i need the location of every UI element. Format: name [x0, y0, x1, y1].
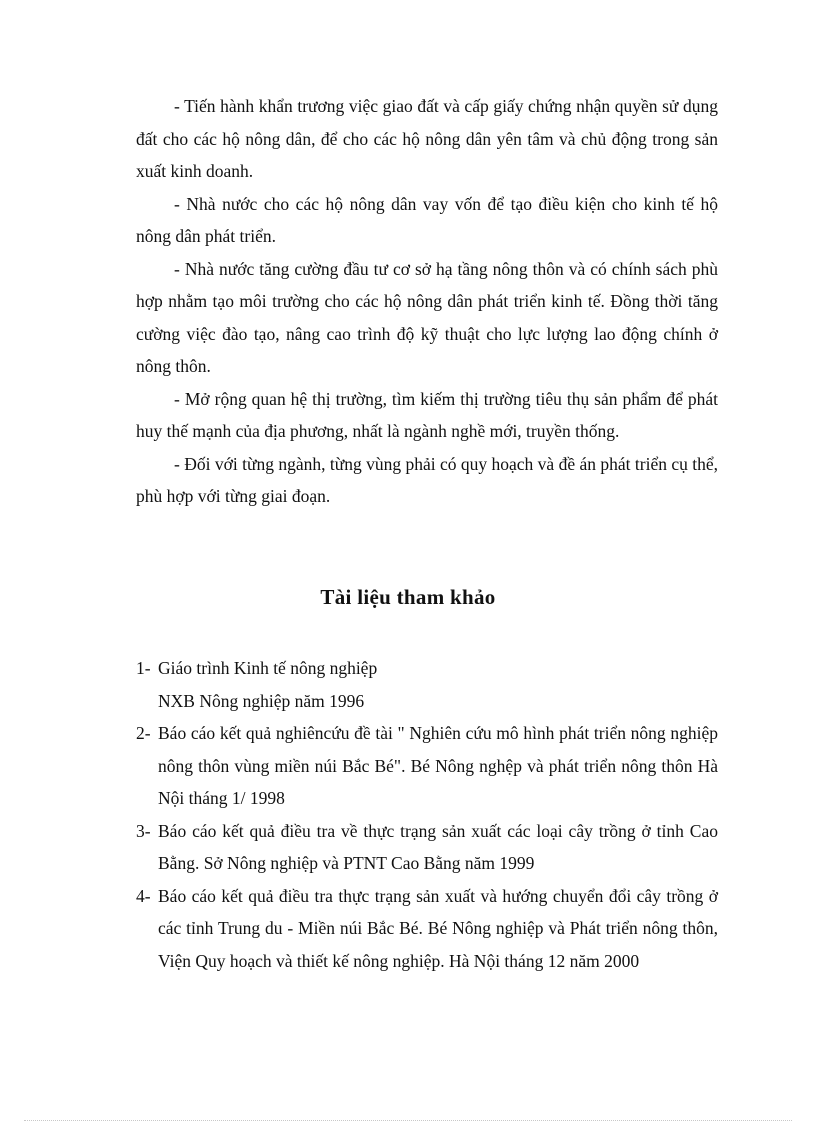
recommendations-section [136, 90, 718, 513]
paragraph: - Tiến hành khẩn trương việc giao đất và cấp giấy chứng nhận quyền sử dụng đất cho các hộ nông dân, để cho các hộ nông dân yên tâm và chủ động trong sản xuất kinh doanh. [136, 96, 718, 181]
reference-item [136, 717, 718, 815]
reference-number: 2- [136, 723, 151, 743]
reference-text: Báo cáo kết quả điều tra thực trạng sản xuất và hướng chuyển đổi cây trồng ở các tỉnh Trung du - Miền núi Bắc Bé. Bé Nông nghiệp và Phát triển nông thôn, Viện Quy hoạch và thiết kế nông nghiệp. Hà Nội tháng 12 năm 2000 [158, 885, 718, 971]
paragraph: - Nhà nước cho các hộ nông dân vay vốn để tạo điều kiện cho kinh tế hộ nông dân phát triển. [136, 193, 718, 246]
paragraph: - Mở rộng quan hệ thị trường, tìm kiếm thị trường tiêu thụ sản phẩm để phát huy thế mạnh của địa phương, nhất là ngành nghề mới, truyền thống. [136, 388, 718, 441]
reference-text: NXB Nông nghiệp năm 1996 [158, 690, 365, 711]
reference-number: 4- [136, 885, 151, 906]
page-bottom-divider [24, 1120, 792, 1121]
reference-item [136, 652, 718, 717]
reference-number: 3- [136, 820, 151, 841]
reference-item [136, 815, 718, 880]
reference-number: 1- [136, 658, 151, 678]
references-heading: Tài liệu tham khảo [320, 585, 496, 609]
reference-text: Giáo trình Kinh tế nông nghiệp [158, 658, 378, 678]
reference-text: Báo cáo kết quả nghiêncứu đề tài " Nghiên cứu mô hình phát triển nông nghiệp nông thôn vùng miền núi Bắc Bé". Bé Nông nghệp và phát triển nông thôn Hà Nội tháng 1/ 1998 [158, 723, 718, 808]
paragraph: - Đối với từng ngành, từng vùng phải có quy hoạch và đề án phát triển cụ thể, phù hợp với từng giai đoạn. [136, 453, 718, 506]
reference-item [136, 880, 718, 978]
paragraph: - Nhà nước tăng cường đầu tư cơ sở hạ tầng nông thôn và có chính sách phù hợp nhằm tạo môi trường cho các hộ nông dân phát triển kinh tế. Đồng thời tăng cường việc đào tạo, nâng cao trình độ kỹ thuật cho lực lượng lao động chính ở nông thôn. [136, 258, 718, 376]
reference-text: Báo cáo kết quả điều tra về thực trạng sản xuất các loại cây trồng ở tỉnh Cao Bằng. Sở Nông nghiệp và PTNT Cao Bằng năm 1999 [158, 820, 718, 873]
references-list [136, 652, 718, 977]
